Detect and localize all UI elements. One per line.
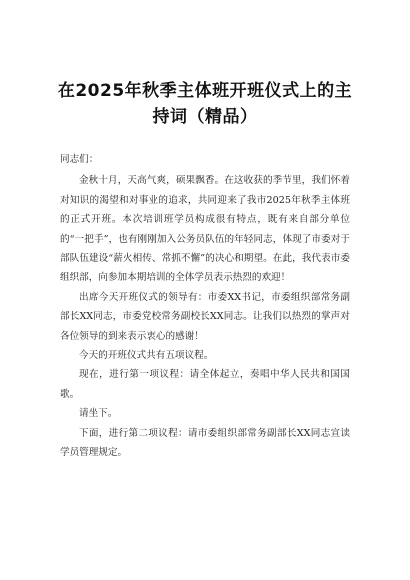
document-title: 在2025年秋季主体班开班仪式上的主持词（精品） xyxy=(57,81,353,127)
paragraph-agenda: 今天的开班仪式共有五项议程。 xyxy=(79,350,214,362)
paragraph-item-two: 下面，进行第二项议程：请市委组织部常务副部长XX同志宣读学员管理规定。 xyxy=(60,427,350,459)
salutation: 同志们： xyxy=(60,154,99,165)
paragraph-leaders: 出席今天开班仪式的领导有：市委XX书记，市委组织部常务副部长XX同志，市委党校常务副校长XX同志。让我们以热烈的掌声对各位领导的到来表示衷心的感谢！ xyxy=(60,291,350,342)
paragraph-item-one: 现在，进行第一项议程：请全体起立，奏唱中华人民共和国国歌。 xyxy=(60,369,350,400)
paragraph-opening: 金秋十月，天高气爽，硕果飘香。在这收获的季节里，我们怀着对知识的渴望和对事业的追求，共同迎来了我市2025年秋季主体班的正式开班。本次培训班学员构成很有特点，既有来自部分单位的“一把手”，也有刚刚加入公务员队伍的年轻同志，体现了市委对于部队伍建设“薪火相传、常抓不懈”的决心和期望。在此，我代表市委组织部，向参加本期培训的全体学员表示热烈的欢迎！ xyxy=(60,175,350,284)
paragraph-sit-down: 请坐下。 xyxy=(79,408,118,420)
document-body xyxy=(60,150,350,463)
